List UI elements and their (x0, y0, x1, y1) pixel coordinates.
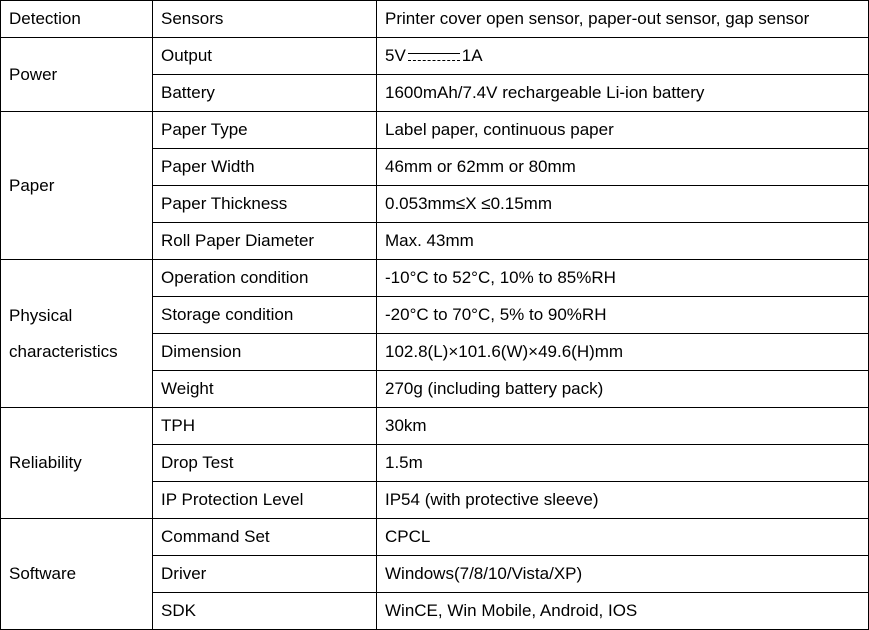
spec-label: Storage condition (153, 297, 377, 334)
spec-label: Operation condition (153, 260, 377, 297)
spec-value: 1.5m (377, 445, 869, 482)
category-cell-physical (1, 260, 153, 408)
spec-value: -10°C to 52°C, 10% to 85%RH (377, 260, 869, 297)
output-current: 1A (461, 46, 483, 65)
spec-value: Windows(7/8/10/Vista/XP) (377, 556, 869, 593)
spec-value: -20°C to 70°C, 5% to 90%RH (377, 297, 869, 334)
spec-value: Max. 43mm (377, 223, 869, 260)
spec-value: 30km (377, 408, 869, 445)
spec-value: Printer cover open sensor, paper-out sensor, gap sensor (377, 1, 869, 38)
category-cell-software: Software (1, 519, 153, 630)
spec-value: 0.053mm≤X ≤0.15mm (377, 186, 869, 223)
spec-label: Drop Test (153, 445, 377, 482)
spec-label: Roll Paper Diameter (153, 223, 377, 260)
spec-value: 102.8(L)×101.6(W)×49.6(H)mm (377, 334, 869, 371)
spec-value: Label paper, continuous paper (377, 112, 869, 149)
category-cell-detection: Detection (1, 1, 153, 38)
spec-label: Dimension (153, 334, 377, 371)
spec-label: Weight (153, 371, 377, 408)
category-line-1: Physical (9, 305, 73, 325)
spec-label: Paper Width (153, 149, 377, 186)
spec-label: Driver (153, 556, 377, 593)
output-voltage: 5V (385, 46, 406, 65)
spec-label: SDK (153, 593, 377, 630)
spec-value-output (377, 38, 869, 75)
spec-label: Output (153, 38, 377, 75)
spec-label: Sensors (153, 1, 377, 38)
dc-current-icon (408, 52, 460, 62)
spec-label: IP Protection Level (153, 482, 377, 519)
spec-label: TPH (153, 408, 377, 445)
spec-label: Battery (153, 75, 377, 112)
table-row (1, 260, 869, 297)
spec-label: Paper Thickness (153, 186, 377, 223)
category-cell-reliability: Reliability (1, 408, 153, 519)
table-row (1, 112, 869, 149)
spec-value: IP54 (with protective sleeve) (377, 482, 869, 519)
table-row (1, 519, 869, 556)
spec-value: 46mm or 62mm or 80mm (377, 149, 869, 186)
spec-value: 270g (including battery pack) (377, 371, 869, 408)
category-line-2: characteristics (9, 341, 118, 361)
spec-value: CPCL (377, 519, 869, 556)
spec-value: WinCE, Win Mobile, Android, IOS (377, 593, 869, 630)
spec-value: 1600mAh/7.4V rechargeable Li-ion battery (377, 75, 869, 112)
spec-label: Command Set (153, 519, 377, 556)
table-row (1, 408, 869, 445)
spec-label: Paper Type (153, 112, 377, 149)
table-row (1, 1, 869, 38)
table-row (1, 38, 869, 75)
category-cell-power: Power (1, 38, 153, 112)
category-cell-paper: Paper (1, 112, 153, 260)
